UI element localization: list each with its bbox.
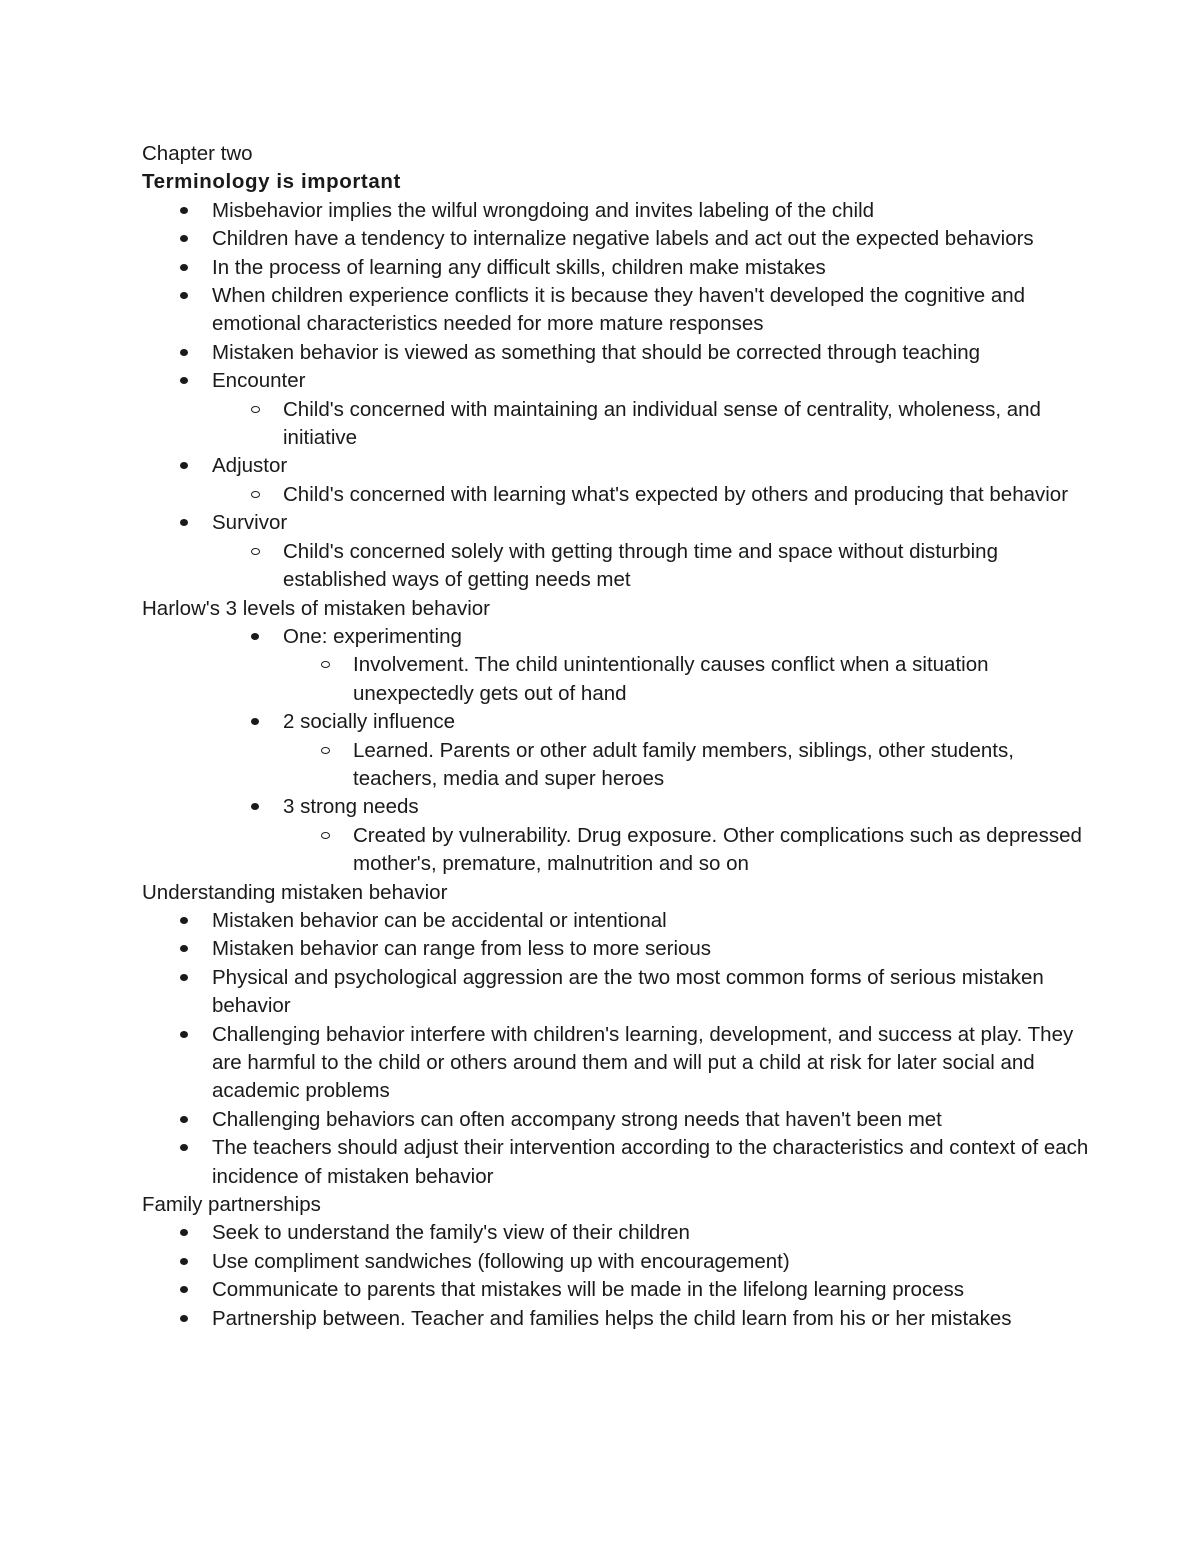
bullet-circle-icon [251, 548, 260, 555]
bullet-disc-icon [180, 1286, 188, 1293]
list-item: Mistaken behavior can range from less to more serious [142, 935, 1082, 963]
sub-list-item: Child's concerned with maintaining an individual sense of centrality, wholeness, and initiative [142, 396, 1082, 453]
bullet-circle-icon [321, 661, 330, 668]
list-item: Misbehavior implies the wilful wrongdoing and invites labeling of the child [142, 197, 1082, 225]
sub-list-item: Created by vulnerability. Drug exposure. Other complications such as depressed mother's, premature, malnutrition and so on [142, 822, 1082, 879]
bullet-disc-icon [180, 207, 188, 214]
sub-list-item: Learned. Parents or other adult family members, siblings, other students, teachers, media and super heroes [142, 737, 1082, 794]
bullet-disc-icon [251, 718, 259, 725]
bullet-disc-icon [180, 945, 188, 952]
bullet-disc-icon [180, 974, 188, 981]
list-item-survivor: Survivor [142, 509, 1082, 537]
list-item: Communicate to parents that mistakes will be made in the lifelong learning process [142, 1276, 1082, 1304]
document-body [142, 140, 1089, 1333]
list-item: Use compliment sandwiches (following up with encouragement) [142, 1248, 1082, 1276]
bullet-disc-icon [251, 803, 259, 810]
bullet-circle-icon [251, 406, 260, 413]
sub-list-item: Involvement. The child unintentionally causes conflict when a situation unexpectedly gets out of hand [142, 651, 1082, 708]
bullet-disc-icon [180, 519, 188, 526]
list-item: Challenging behavior interfere with children's learning, development, and success at play. They are harmful to the child or others around them and will put a child at risk for later social and academic problems [142, 1021, 1082, 1106]
list-item-level-two: 2 socially influence [142, 708, 1082, 736]
bullet-disc-icon [180, 462, 188, 469]
bullet-disc-icon [180, 917, 188, 924]
bullet-disc-icon [180, 292, 188, 299]
bullet-disc-icon [180, 1229, 188, 1236]
section-heading-harlow: Harlow's 3 levels of mistaken behavior [142, 596, 491, 620]
chapter-title: Chapter two [142, 142, 253, 165]
list-item: Challenging behaviors can often accompany strong needs that haven't been met [142, 1106, 1082, 1134]
harlow-levels-list [142, 623, 1082, 879]
list-item: Seek to understand the family's view of their children [142, 1219, 1082, 1247]
bullet-circle-icon [251, 491, 260, 498]
list-item: Children have a tendency to internalize negative labels and act out the expected behaviors [142, 225, 1082, 253]
sub-list-item: Child's concerned with learning what's expected by others and producing that behavior [142, 481, 1082, 509]
list-item-level-one: One: experimenting [142, 623, 1082, 651]
bullet-disc-icon [180, 349, 188, 356]
bullet-circle-icon [321, 832, 330, 839]
section-heading-terminology: Terminology is important [142, 170, 401, 194]
list-item-encounter: Encounter [142, 367, 1082, 395]
list-item-level-three: 3 strong needs [142, 793, 1082, 821]
list-item: Partnership between. Teacher and families helps the child learn from his or her mistakes [142, 1305, 1112, 1333]
bullet-disc-icon [180, 1144, 188, 1151]
section-heading-understanding: Understanding mistaken behavior [142, 880, 448, 904]
sub-list-item: Child's concerned solely with getting through time and space without disturbing established ways of getting needs met [142, 538, 1082, 595]
bullet-disc-icon [180, 1315, 188, 1322]
terminology-list [142, 197, 1082, 595]
bullet-disc-icon [180, 235, 188, 242]
list-item: Mistaken behavior can be accidental or intentional [142, 907, 1082, 935]
bullet-disc-icon [180, 377, 188, 384]
list-item: Mistaken behavior is viewed as something that should be corrected through teaching [142, 339, 1082, 367]
bullet-disc-icon [180, 1116, 188, 1123]
section-heading-family: Family partnerships [142, 1193, 321, 1217]
family-partnerships-list [142, 1219, 1082, 1333]
bullet-disc-icon [180, 1031, 188, 1038]
list-item: The teachers should adjust their intervention according to the characteristics and context of each incidence of mistaken behavior [142, 1134, 1112, 1191]
list-item-adjustor: Adjustor [142, 452, 1082, 480]
bullet-disc-icon [251, 633, 259, 640]
list-item: In the process of learning any difficult skills, children make mistakes [142, 254, 1082, 282]
list-item: Physical and psychological aggression are the two most common forms of serious mistaken behavior [142, 964, 1082, 1021]
bullet-disc-icon [180, 264, 188, 271]
list-item: When children experience conflicts it is because they haven't developed the cognitive and emotional characteristics needed for more mature responses [142, 282, 1082, 339]
understanding-list [142, 907, 1089, 1191]
bullet-circle-icon [321, 747, 330, 754]
bullet-disc-icon [180, 1258, 188, 1265]
